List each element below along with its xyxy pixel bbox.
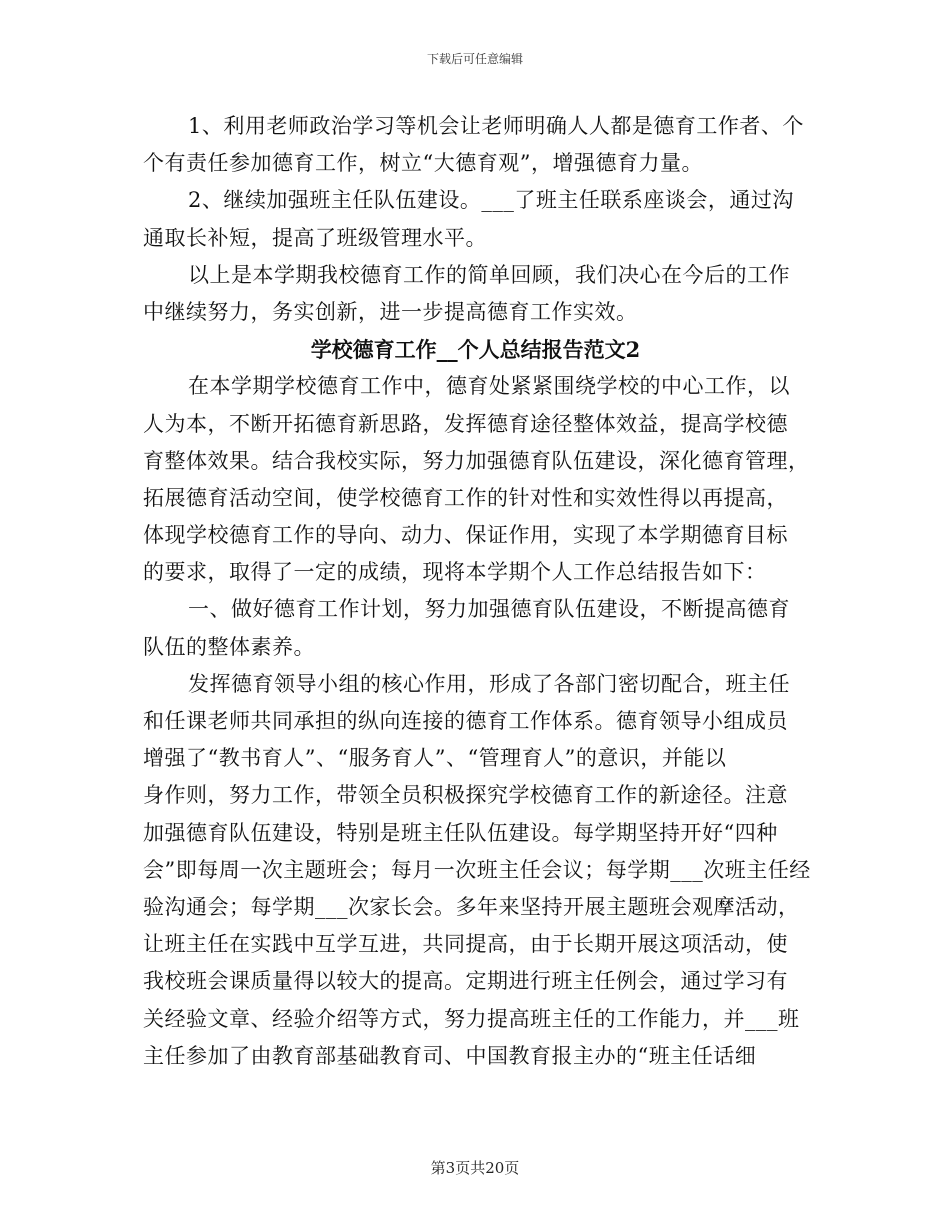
paragraph-line: 主任参加了由教育部基础教育司、中国教育报主办的“班主任话细 xyxy=(143,1043,757,1068)
paragraph-line: 让班主任在实践中互学互进，共同提高，由于长期开展这项活动，使 xyxy=(143,932,788,957)
page-header-note: 下载后可任意编辑 xyxy=(426,52,523,66)
paragraph-line: 个有责任参加德育工作，树立“大德育观”，增强德育力量。 xyxy=(143,151,703,176)
paragraph-line: 育整体效果。结合我校实际，努力加强德育队伍建设，深化德育管理， xyxy=(143,448,810,473)
section-title: 学校德育工作__个人总结报告范文2 xyxy=(310,337,641,363)
paragraph-line: 会”即每周一次主题班会；每月一次班主任会议；每学期___次班主任经 xyxy=(143,857,811,882)
paragraph-line: 通取长补短，提高了班级管理水平。 xyxy=(143,225,487,250)
paragraph-line: 加强德育队伍建设，特别是班主任队伍建设。每学期坚持开好“四种 xyxy=(143,820,778,845)
page-number-footer: 第3页共20页 xyxy=(430,1159,520,1177)
paragraph-line: 以上是本学期我校德育工作的简单回顾，我们决心在今后的工作 xyxy=(188,262,790,287)
paragraph-line: 关经验文章、经验介绍等方式，努力提高班主任的工作能力，并___班 xyxy=(143,1006,800,1031)
paragraph-line: 中继续努力，务实创新，进一步提高德育工作实效。 xyxy=(143,299,638,324)
paragraph-line: 增强了“教书育人”、“服务育人”、“管理育人”的意识，并能以 xyxy=(143,746,727,771)
paragraph-line: 人为本，不断开拓德育新思路，发挥德育途径整体效益，提高学校德 xyxy=(143,411,788,436)
paragraph-line: 和任课老师共同承担的纵向连接的德育工作体系。德育领导小组成员 xyxy=(143,709,788,733)
paragraph-line: 在本学期学校德育工作中，德育处紧紧围绕学校的中心工作，以 xyxy=(188,374,790,399)
paragraph-line: 发挥德育领导小组的核心作用，形成了各部门密切配合，班主任 xyxy=(188,671,790,696)
paragraph-line: 2、继续加强班主任队伍建设。___了班主任联系座谈会，通过沟 xyxy=(188,188,794,213)
document-body xyxy=(143,108,811,1075)
paragraph-line: 队伍的整体素养。 xyxy=(143,634,315,659)
paragraph-line: 体现学校德育工作的导向、动力、保证作用，实现了本学期德育目标 xyxy=(143,523,788,548)
paragraph-line: 身作则，努力工作，带领全员积极探究学校德育工作的新途径。注意 xyxy=(143,783,788,808)
paragraph-line: 我校班会课质量得以较大的提高。定期进行班主任例会，通过学习有 xyxy=(143,969,788,994)
paragraph-line: 拓展德育活动空间，使学校德育工作的针对性和实效性得以再提高， xyxy=(143,485,788,510)
paragraph-line: 一、做好德育工作计划，努力加强德育队伍建设，不断提高德育 xyxy=(188,597,790,622)
paragraph-line: 验沟通会；每学期___次家长会。多年来坚持开展主题班会观摩活动， xyxy=(143,894,800,919)
paragraph-line: 1、利用老师政治学习等机会让老师明确人人都是德育工作者、个 xyxy=(188,114,804,138)
paragraph-line: 的要求，取得了一定的成绩，现将本学期个人工作总结报告如下： xyxy=(143,560,767,585)
